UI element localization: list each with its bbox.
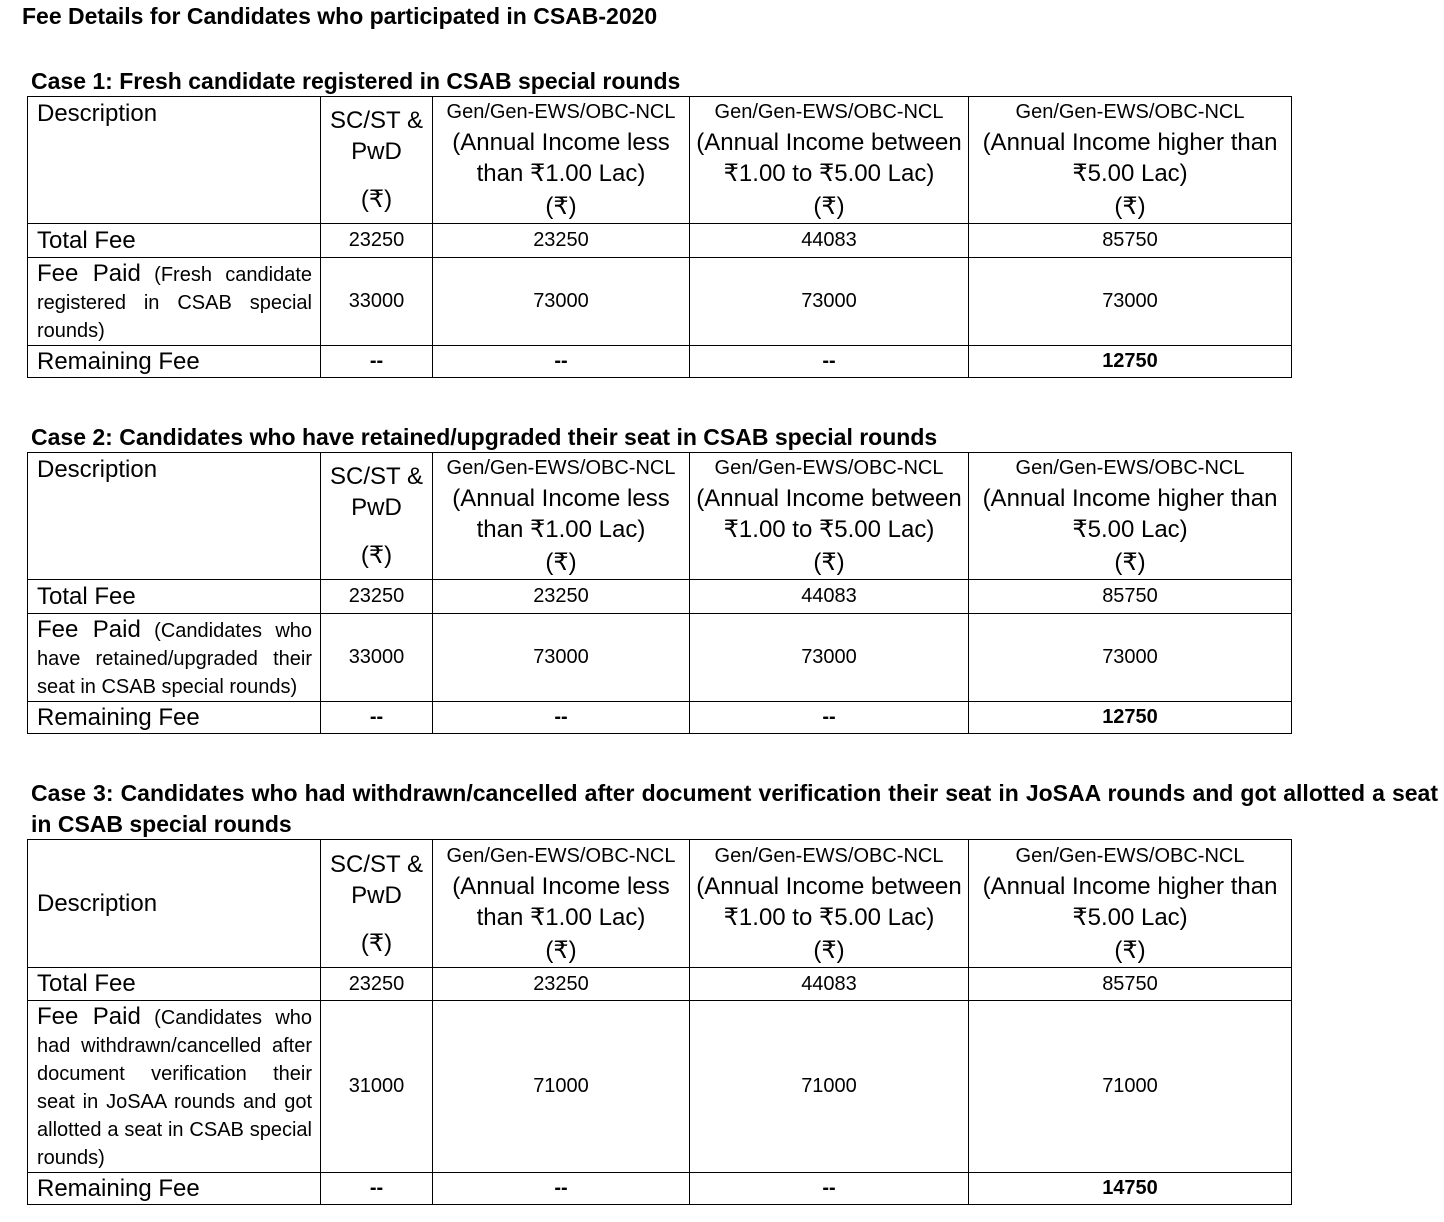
- rupee-unit: (₹): [813, 193, 845, 220]
- total-fee-row: [28, 224, 1292, 258]
- total-fee-value: 23250: [321, 968, 433, 1001]
- col-header-income-above-5-lac: Gen/Gen-EWS/OBC-NCL (Annual Income higher than ₹5.00 Lac) (₹): [969, 97, 1292, 224]
- total-fee-row: [28, 968, 1292, 1001]
- remaining-fee-value: --: [690, 1173, 969, 1205]
- header-row: [28, 840, 1292, 968]
- fee-paid-row: [28, 258, 1292, 346]
- rupee-unit: (₹): [360, 929, 393, 957]
- fee-paid-value: 71000: [433, 1001, 690, 1173]
- rupee-unit: (₹): [360, 542, 393, 569]
- rupee-unit: (₹): [545, 936, 577, 964]
- remaining-fee-value: 14750: [969, 1173, 1292, 1205]
- total-fee-value: 44083: [690, 224, 969, 258]
- description-header: Description: [28, 840, 321, 968]
- rupee-unit: (₹): [545, 549, 577, 576]
- header-row: [28, 97, 1292, 224]
- col-header-income-above-5-lac: Gen/Gen-EWS/OBC-NCL (Annual Income higher than ₹5.00 Lac) (₹): [969, 453, 1292, 580]
- col-header-income-below-1-lac: Gen/Gen-EWS/OBC-NCL (Annual Income less than ₹1.00 Lac) (₹): [433, 453, 690, 580]
- total-fee-value: 85750: [969, 224, 1292, 258]
- remaining-fee-value: --: [433, 702, 690, 734]
- fee-paid-value: 31000: [321, 1001, 433, 1173]
- total-fee-label: Total Fee: [28, 580, 321, 614]
- col-header-sc-st-pwd: SC/ST & PwD (₹): [321, 453, 433, 580]
- remaining-fee-value: --: [321, 346, 433, 378]
- remaining-fee-row: [28, 1173, 1292, 1205]
- fee-paid-value: 73000: [433, 614, 690, 702]
- total-fee-value: 85750: [969, 580, 1292, 614]
- fee-paid-label: Fee Paid (Fresh candidate registered in CSAB special rounds): [28, 258, 321, 346]
- fee-paid-value: 73000: [969, 258, 1292, 346]
- col-header-income-1-to-5-lac: Gen/Gen-EWS/OBC-NCL (Annual Income between ₹1.00 to ₹5.00 Lac) (₹): [690, 453, 969, 580]
- remaining-fee-value: --: [433, 346, 690, 378]
- case-2-heading: Case 2: Candidates who have retained/upgraded their seat in CSAB special rounds: [31, 424, 938, 450]
- fee-paid-row: [28, 1001, 1292, 1173]
- remaining-fee-value: --: [433, 1173, 690, 1205]
- fee-paid-value: 71000: [969, 1001, 1292, 1173]
- case-3-fee-table: [27, 839, 1292, 1205]
- fee-paid-value: 73000: [433, 258, 690, 346]
- case-1-heading: Case 1: Fresh candidate registered in CSAB special rounds: [31, 68, 681, 94]
- total-fee-label: Total Fee: [28, 968, 321, 1001]
- col-header-income-1-to-5-lac: Gen/Gen-EWS/OBC-NCL (Annual Income between ₹1.00 to ₹5.00 Lac) (₹): [690, 97, 969, 224]
- fee-paid-value: 73000: [690, 258, 969, 346]
- remaining-fee-label: Remaining Fee: [28, 346, 321, 378]
- remaining-fee-row: [28, 702, 1292, 734]
- fee-paid-value: 73000: [969, 614, 1292, 702]
- col-header-income-below-1-lac: Gen/Gen-EWS/OBC-NCL (Annual Income less than ₹1.00 Lac) (₹): [433, 97, 690, 224]
- remaining-fee-value: --: [690, 346, 969, 378]
- total-fee-value: 23250: [433, 968, 690, 1001]
- remaining-fee-label: Remaining Fee: [28, 702, 321, 734]
- total-fee-value: 44083: [690, 968, 969, 1001]
- remaining-fee-value: 12750: [969, 702, 1292, 734]
- fee-paid-value: 33000: [321, 258, 433, 346]
- total-fee-row: [28, 580, 1292, 614]
- col-header-sc-st-pwd: SC/ST & PwD (₹): [321, 840, 433, 968]
- total-fee-value: 23250: [433, 580, 690, 614]
- case-1-fee-table: [27, 96, 1292, 378]
- header-row: [28, 453, 1292, 580]
- rupee-unit: (₹): [813, 549, 845, 576]
- rupee-unit: (₹): [813, 936, 845, 964]
- rupee-unit: (₹): [1114, 193, 1146, 220]
- remaining-fee-value: 12750: [969, 346, 1292, 378]
- description-header: Description: [28, 453, 321, 580]
- fee-paid-value: 73000: [690, 614, 969, 702]
- col-header-income-below-1-lac: Gen/Gen-EWS/OBC-NCL (Annual Income less than ₹1.00 Lac) (₹): [433, 840, 690, 968]
- rupee-unit: (₹): [1114, 549, 1146, 576]
- remaining-fee-value: --: [321, 1173, 433, 1205]
- remaining-fee-value: --: [321, 702, 433, 734]
- col-header-income-above-5-lac: Gen/Gen-EWS/OBC-NCL (Annual Income higher than ₹5.00 Lac) (₹): [969, 840, 1292, 968]
- remaining-fee-label: Remaining Fee: [28, 1173, 321, 1205]
- fee-paid-value: 71000: [690, 1001, 969, 1173]
- total-fee-value: 44083: [690, 580, 969, 614]
- fee-paid-label: Fee Paid (Candidates who had withdrawn/cancelled after document verification their seat in JoSAA rounds and got allotted a seat in CSAB special rounds): [28, 1001, 321, 1173]
- col-header-sc-st-pwd: SC/ST & PwD (₹): [321, 97, 433, 224]
- remaining-fee-value: --: [690, 702, 969, 734]
- total-fee-value: 23250: [321, 580, 433, 614]
- description-header: Description: [28, 97, 321, 224]
- total-fee-label: Total Fee: [28, 224, 321, 258]
- fee-paid-row: [28, 614, 1292, 702]
- rupee-unit: (₹): [360, 186, 393, 213]
- fee-paid-label: Fee Paid (Candidates who have retained/upgraded their seat in CSAB special rounds): [28, 614, 321, 702]
- total-fee-value: 23250: [433, 224, 690, 258]
- rupee-unit: (₹): [1114, 936, 1146, 964]
- case-2-fee-table: [27, 452, 1292, 734]
- total-fee-value: 85750: [969, 968, 1292, 1001]
- remaining-fee-row: [28, 346, 1292, 378]
- page-title: Fee Details for Candidates who participated in CSAB-2020: [22, 3, 658, 29]
- col-header-income-1-to-5-lac: Gen/Gen-EWS/OBC-NCL (Annual Income between ₹1.00 to ₹5.00 Lac) (₹): [690, 840, 969, 968]
- fee-paid-value: 33000: [321, 614, 433, 702]
- case-3-heading: Case 3: Candidates who had withdrawn/cancelled after document verification their seat in JoSAA rounds and got allotted a seat in CSAB special rounds: [31, 780, 1438, 837]
- total-fee-value: 23250: [321, 224, 433, 258]
- rupee-unit: (₹): [545, 193, 577, 220]
